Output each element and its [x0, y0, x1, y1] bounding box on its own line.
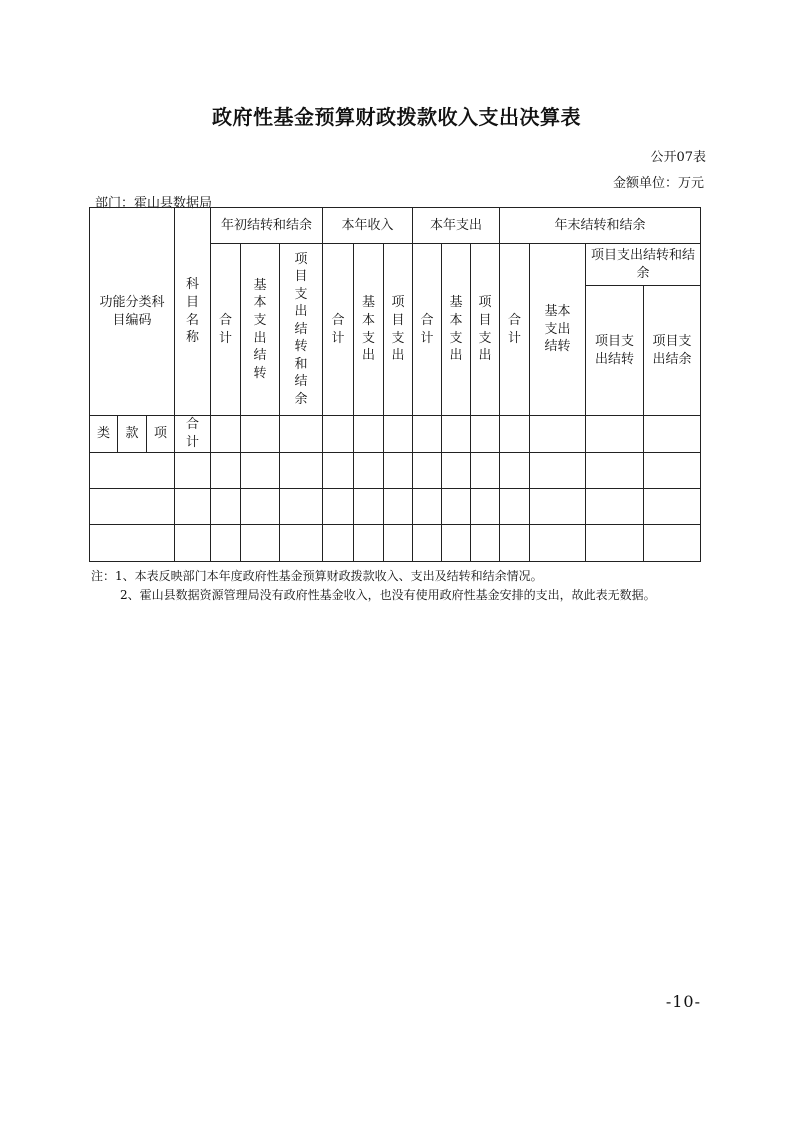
budget-table: [89, 207, 701, 562]
header-func-code: 功能分类科目编码: [90, 208, 175, 416]
notes: [91, 567, 656, 605]
table-cell: [644, 416, 701, 453]
header-expense-project: 项目支出: [471, 244, 500, 416]
header-income-basic: 基本支出: [354, 244, 384, 416]
header-expense-group: 本年支出: [413, 208, 500, 244]
table-cell: [471, 416, 500, 453]
header-subject-name: 科目名称: [175, 208, 211, 416]
table-cell: [442, 416, 471, 453]
table-row: [90, 489, 701, 525]
header-end-project-carry: 项目支出结转: [586, 286, 644, 416]
note-line-2: 2、霍山县数据资源管理局没有政府性基金收入，也没有使用政府性基金安排的支出，故此表无数据。: [120, 588, 656, 602]
form-number: 公开07表: [650, 150, 706, 165]
note-line-1: 注：1、本表反映部门本年度政府性基金预算财政拨款收入、支出及结转和结余情况。: [91, 569, 543, 583]
total-row-label: 合计: [175, 416, 211, 453]
page-number: -10-: [665, 992, 701, 1011]
department-label: 部门：霍山县数据局: [95, 196, 213, 211]
header-end-project-balance: 项目支出结余: [644, 286, 701, 416]
table-cell: [384, 416, 413, 453]
page-title: 政府性基金预算财政拨款收入支出决算表: [212, 105, 581, 129]
header-begin-project-carry-balance: 项目支出结转和结余: [280, 244, 323, 416]
table-cell: [500, 416, 530, 453]
header-end-total: 合计: [500, 244, 530, 416]
header-end-project-group: 项目支出结转和结余: [586, 244, 701, 286]
table-cell: [586, 416, 644, 453]
header-begin-group: 年初结转和结余: [211, 208, 323, 244]
table-cell: [280, 416, 323, 453]
header-kuan: 款: [118, 416, 147, 453]
header-income-project: 项目支出: [384, 244, 413, 416]
table-cell: [530, 416, 586, 453]
header-end-group: 年末结转和结余: [500, 208, 701, 244]
table-cell: [323, 416, 354, 453]
table-cell: [241, 416, 280, 453]
header-begin-basic-carry: 基本支出结转: [241, 244, 280, 416]
table-cell: [354, 416, 384, 453]
amount-unit: 金额单位：万元: [612, 176, 704, 191]
header-income-total: 合计: [323, 244, 354, 416]
header-expense-basic: 基本支出: [442, 244, 471, 416]
table-row: [90, 453, 701, 489]
header-begin-total: 合计: [211, 244, 241, 416]
table-cell: [211, 416, 241, 453]
header-expense-total: 合计: [413, 244, 442, 416]
header-xiang: 项: [147, 416, 175, 453]
header-income-group: 本年收入: [323, 208, 413, 244]
table-row: [90, 525, 701, 562]
header-lei: 类: [90, 416, 118, 453]
header-end-basic-carry: 基本支出结转: [530, 244, 586, 416]
table-cell: [413, 416, 442, 453]
